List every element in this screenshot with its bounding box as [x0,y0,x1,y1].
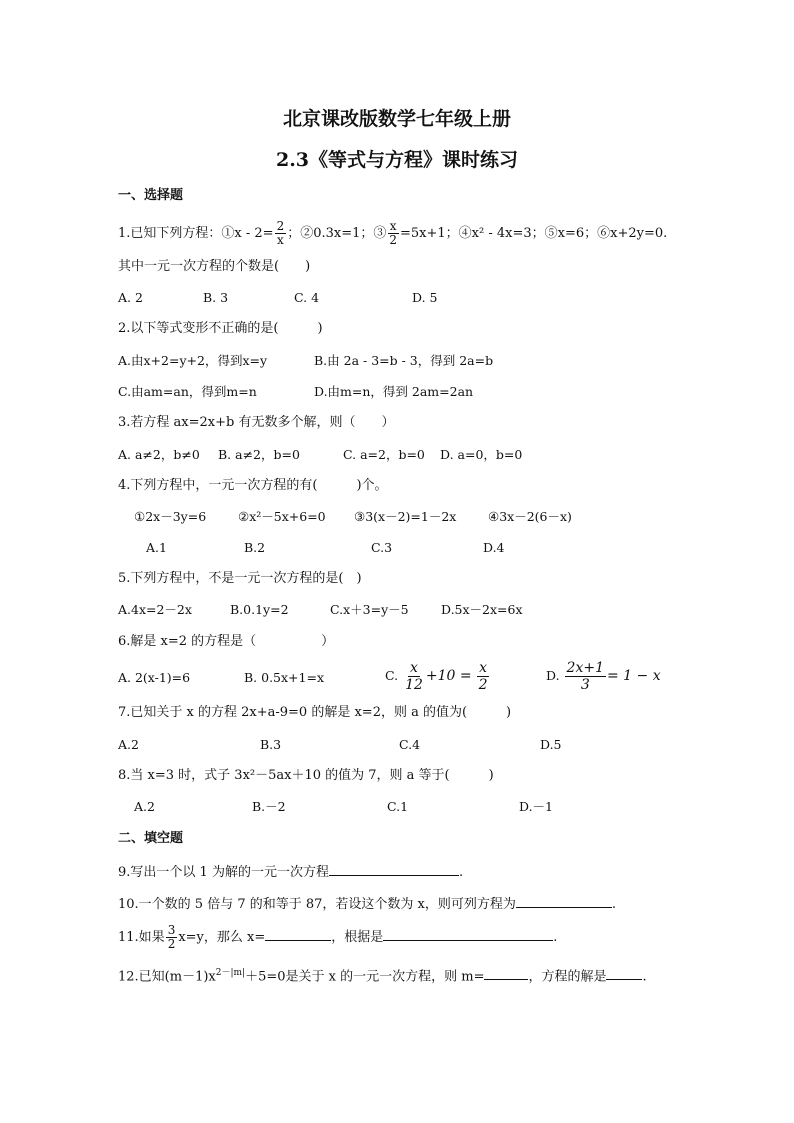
fraction: $\frac{x}{12}$ [405,660,423,693]
question-8: 8.当 x=3 时，式子 3x²－5ax＋10 的值为 7，则 a 等于( ) [118,768,494,783]
q4-item-4: ④3x－2(6－x) [488,509,572,524]
q1-option-b: B. 3 [203,290,229,305]
question-5: 5.下列方程中，不是一元一次方程的是( ) [118,571,362,586]
q4-option-a: A.1 [146,540,167,555]
answer-blank[interactable] [606,965,642,980]
q2-option-a: A.由x+2=y+2，得到x=y [118,353,268,368]
q4-option-c: C.3 [371,540,393,555]
q7-option-d: D.5 [540,737,562,752]
q4-option-d: D.4 [483,540,505,555]
q8-option-a: A.2 [134,799,155,814]
q5-option-a: A.4x=2－2x [118,602,192,617]
q5-option-d: D.5x－2x=6x [441,602,523,617]
q1-option-d: D. 5 [412,290,438,305]
q1-option-a: A. 2 [118,290,143,305]
q8-option-c: C.1 [387,799,409,814]
question-9: 9.写出一个以 1 为解的一元一次方程 . [118,861,463,883]
q2-option-b: B.由 2a - 3=b - 3，得到 2a=b [314,353,494,368]
q3-option-b: B. a≠2，b=0 [218,447,300,462]
doc-subtitle: 2.3《等式与方程》课时练习 [275,149,519,171]
q5-option-b: B.0.1y=2 [230,602,289,617]
section-heading-choice: 一、选择题 [118,188,184,203]
answer-blank[interactable] [516,893,612,908]
q7-option-a: A.2 [118,737,139,752]
question-1-line2: 其中一元一次方程的个数是( ) [118,259,311,274]
q1-option-c: C. 4 [294,290,320,305]
answer-blank[interactable] [484,965,528,980]
q6-option-d: D. $\frac{2x+1}{3}$ = 1 − x [546,660,661,693]
q4-item-2: ②x²－5x+6=0 [238,509,326,524]
q6-option-a: A. 2(x-1)=6 [118,670,191,685]
question-11: 11.如果 $\frac{3}{2}$ x=y，那么 x= ，根据是 . [118,923,558,951]
q8-option-b: B.－2 [252,799,286,814]
q2-option-d: D.由m=n，得到 2am=2an [314,384,474,399]
q4-option-b: B.2 [244,540,266,555]
q4-item-3: ③3(x－2)=1－2x [354,509,457,524]
fraction: $\frac{2x+1}{3}$ [566,660,604,693]
question-4: 4.下列方程中，一元一次方程的有( )个。 [118,478,388,493]
question-7: 7.已知关于 x 的方程 2x+a-9=0 的解是 x=2，则 a 的值为( ) [118,705,512,720]
q3-option-a: A. a≠2，b≠0 [118,447,200,462]
section-heading-fill: 二、填空题 [118,831,184,846]
answer-blank[interactable] [329,861,459,876]
q4-item-1: ①2x－3y=6 [134,509,207,524]
fraction: $\frac{3}{2}$ [167,923,176,951]
doc-title: 北京课改版数学七年级上册 [282,108,511,130]
answer-blank[interactable] [383,926,553,941]
q3-option-d: D. a=0，b=0 [440,447,523,462]
fraction: $\frac{2}{x}$ [276,219,285,247]
q5-option-c: C.x＋3=y－5 [330,602,409,617]
question-12: 12.已知$(m-1)x^{2-|m|}+5=0$是关于 x 的一元一次方程，则 m= ，方程的解是 . [118,963,647,987]
question-1: 1.已知下列方程：①x - 2= $\frac{2}{x}$ ；②0.3x=1；③ $\frac{x}{2}$ =5x+1；④x² - 4x=3；⑤x=6；⑥x+2y=0. [118,219,668,247]
fraction: $\frac{x}{2}$ [478,660,488,693]
q3-option-c: C. a=2，b=0 [343,447,425,462]
question-2: 2.以下等式变形不正确的是( ) [118,321,323,336]
q6-option-b: B. 0.5x+1=x [244,670,325,685]
q7-option-c: C.4 [399,737,421,752]
q2-option-c: C.由am=an，得到m=n [118,384,257,399]
q6-option-c: C. $\frac{x}{12}$ +10 = $\frac{x}{2}$ [385,660,488,693]
q7-option-b: B.3 [260,737,282,752]
fraction: $\frac{x}{2}$ [389,219,398,247]
answer-blank[interactable] [265,926,331,941]
question-3: 3.若方程 ax=2x+b 有无数多个解，则（ ） [118,415,395,430]
question-10: 10.一个数的 5 倍与 7 的和等于 87，若设这个数为 x，则可列方程为 . [118,893,616,915]
question-6: 6.解是 x=2 的方程是（ ） [118,634,335,649]
q8-option-d: D.－1 [519,799,554,814]
